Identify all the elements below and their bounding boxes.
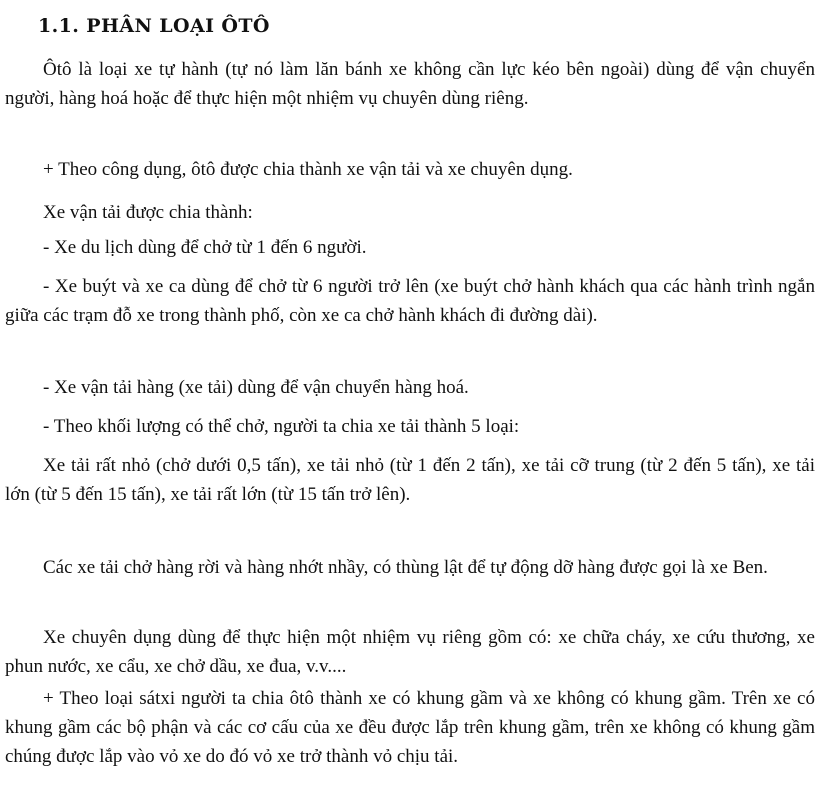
paragraph-definition: Ôtô là loại xe tự hành (tự nó làm lăn bánh xe không cần lực kéo bên ngoài) dùng để vận chuyển người, hàng hoá hoặc để thực hiện một nhiệm vụ chuyên dùng riêng. — [5, 59, 815, 109]
paragraph-transport-intro: Xe vận tải được chia thành: — [43, 202, 253, 223]
paragraph-cargo-truck: - Xe vận tải hàng (xe tải) dùng để vận chuyển hàng hoá. — [43, 377, 469, 398]
paragraph-truck-classes: Xe tải rất nhỏ (chở dưới 0,5 tấn), xe tải nhỏ (từ 1 đến 2 tấn), xe tải cỡ trung (từ 2 đến 5 tấn), xe tải lớn (từ 5 đến 15 tấn), xe tải rất lớn (từ 15 tấn trở lên). — [5, 455, 815, 505]
paragraph-bus-coach: - Xe buýt và xe ca dùng để chở từ 6 người trở lên (xe buýt chở hành khách qua các hành trình ngắn giữa các trạm đỗ xe trong thành phố, còn xe ca chở hành khách đi đường dài). — [5, 276, 815, 326]
paragraph-dump-truck: Các xe tải chở hàng rời và hàng nhớt nhầy, có thùng lật để tự động dỡ hàng được gọi là xe Ben. — [43, 557, 768, 578]
paragraph-by-purpose: + Theo công dụng, ôtô được chia thành xe vận tải và xe chuyên dụng. — [43, 159, 573, 180]
paragraph-by-chassis: + Theo loại sátxi người ta chia ôtô thành xe có khung gầm và xe không có khung gầm. Trên xe có khung gầm các bộ phận và các cơ cấu của xe đều được lắp trên khung gầm, trên xe không có khung gầm chúng được lắp vào vỏ xe do đó vỏ xe trở thành vỏ chịu tải. — [5, 688, 815, 767]
paragraph-truck-classes-intro: - Theo khối lượng có thể chở, người ta chia xe tải thành 5 loại: — [43, 416, 520, 437]
paragraph-passenger-car: - Xe du lịch dùng để chở từ 1 đến 6 người. — [43, 237, 367, 258]
paragraph-special-vehicles: Xe chuyên dụng dùng để thực hiện một nhiệm vụ riêng gồm có: xe chữa cháy, xe cứu thương, xe phun nước, xe cẩu, xe chở dầu, xe đua, v.v.... — [5, 627, 815, 677]
section-heading: 1.1. PHÂN LOẠI ÔTÔ — [38, 15, 270, 37]
